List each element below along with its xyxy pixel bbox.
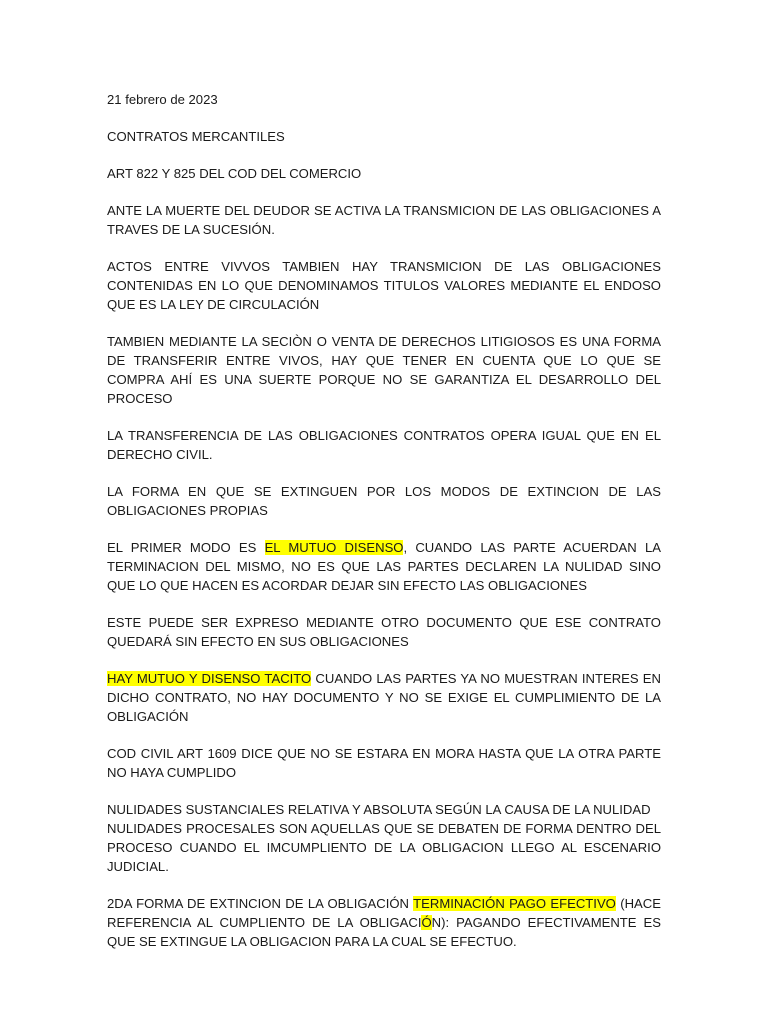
document-date: 21 febrero de 2023 [107,92,218,107]
paragraph-11-middle: (HACE REFERENCIA AL CUMPLIENTO DE LA OBLIGACI [107,896,661,930]
paragraph-10 [107,800,661,876]
paragraph-1: ANTE LA MUERTE DEL DEUDOR SE ACTIVA LA TRANSMICION DE LAS OBLIGACIONES A TRAVES DE LA SUCESIÓN. [107,203,661,237]
paragraph-10-line2: NULIDADES PROCESALES SON AQUELLAS QUE SE DEBATEN DE FORMA DENTRO DEL PROCESO CUANDO EL IMCUMPLIENTO DE LA OBLIGACION LLEGO AL ESCENARIO JUDICIAL. [107,821,661,874]
paragraph-6 [107,538,661,595]
document-title: CONTRATOS MERCANTILES [107,129,285,144]
paragraph-10-line1: NULIDADES SUSTANCIALES RELATIVA Y ABSOLUTA SEGÚN LA CAUSA DE LA NULIDAD [107,802,651,817]
paragraph-5: LA FORMA EN QUE SE EXTINGUEN POR LOS MODOS DE EXTINCION DE LAS OBLIGACIONES PROPIAS [107,484,661,518]
paragraph-4: LA TRANSFERENCIA DE LAS OBLIGACIONES CONTRATOS OPERA IGUAL QUE EN EL DERECHO CIVIL. [107,428,661,462]
paragraph-3: TAMBIEN MEDIANTE LA SECIÒN O VENTA DE DERECHOS LITIGIOSOS ES UNA FORMA DE TRANSFERIR ENTRE VIVOS, HAY QUE TENER EN CUENTA QUE LO QUE SE COMPRA AHÍ ES UNA SUERTE PORQUE NO SE GARANTIZA EL DESARROLLO DEL PROCESO [107,334,661,406]
paragraph-9: COD CIVIL ART 1609 DICE QUE NO SE ESTARA EN MORA HASTA QUE LA OTRA PARTE NO HAYA CUMPLIDO [107,746,661,780]
highlight-terminacion-pago: TERMINACIÓN PAGO EFECTIVO [413,896,616,911]
document-reference: ART 822 Y 825 DEL COD DEL COMERCIO [107,166,362,181]
highlight-mutuo-tacito: HAY MUTUO Y DISENSO TACITO [107,671,312,686]
paragraph-6-before: EL PRIMER MODO ES [107,540,265,555]
paragraph-8-after: CUANDO LAS PARTES YA NO MUESTRAN INTERES EN DICHO CONTRATO, NO HAY DOCUMENTO Y NO SE EXIGE EL CUMPLIMIENTO DE LA OBLIGACIÓN [107,671,661,724]
paragraph-8 [107,669,661,726]
paragraph-11-after: N): PAGANDO EFECTIVAMENTE ES QUE SE EXTINGUE LA OBLIGACION PARA LA CUAL SE EFECTUO. [107,915,661,949]
highlight-mutuo-disenso: EL MUTUO DISENSO [264,540,404,555]
paragraph-11 [107,894,661,951]
paragraph-7: ESTE PUEDE SER EXPRESO MEDIANTE OTRO DOCUMENTO QUE ESE CONTRATO QUEDARÁ SIN EFECTO EN SUS OBLIGACIONES [107,615,661,649]
paragraph-6-after: , CUANDO LAS PARTE ACUERDAN LA TERMINACION DEL MISMO, NO ES QUE LAS PARTES DECLAREN LA NULIDAD SINO QUE LO QUE HACEN ES ACORDAR DEJAR SIN EFECTO LAS OBLIGACIONES [107,540,661,593]
paragraph-11-before: 2DA FORMA DE EXTINCION DE LA OBLIGACIÓN [107,896,414,911]
paragraph-2: ACTOS ENTRE VIVVOS TAMBIEN HAY TRANSMICION DE LAS OBLIGACIONES CONTENIDAS EN LO QUE DENOMINAMOS TITULOS VALORES MEDIANTE EL ENDOSO QUE ES LA LEY DE CIRCULACIÓN [107,259,661,312]
highlight-letter-o: Ó [421,915,432,930]
